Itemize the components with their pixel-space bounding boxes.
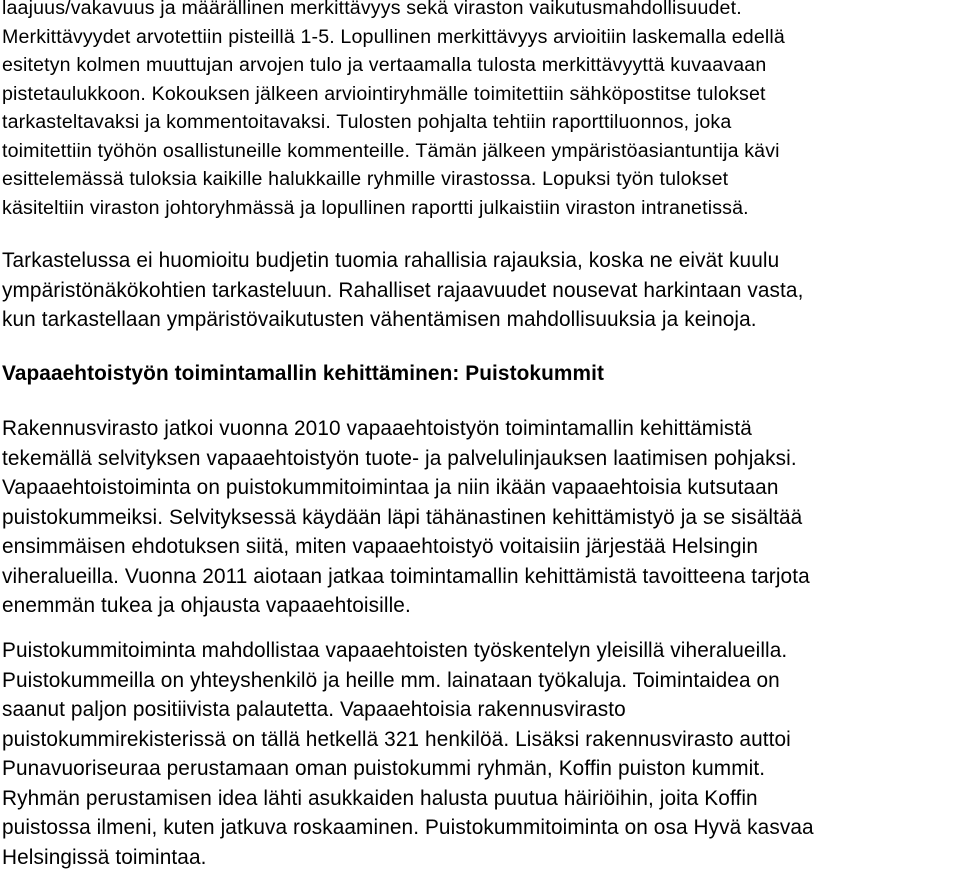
paragraph-budget-note: Tarkastelussa ei huomioitu budjetin tuomia rahallisia rajauksia, koska ne eivät kuulu ympäristönäkökohtien tarkasteluun. Rahalliset rajaavuudet nousevat harkintaan vasta, kun tarkastellaan ympäristövaikutusten vähentämisen mahdollisuuksia ja keinoja. — [2, 249, 804, 331]
paragraph-volunteer-model: Rakennusvirasto jatkoi vuonna 2010 vapaaehtoistyön toimintamallin kehittämistä tekemällä selvityksen vapaaehtoistyön tuote- ja palvelulinjauksen laatimisen pohjaksi. Vapaaehtoistoiminta on puistokummitoimintaa ja niin ikään vapaaehtoisia kutsutaan puistokummeiksi. Selvityksessä käydään läpi tähänastinen kehittämistyö ja se sisältää ensimmäisen ehdotuksen siitä, miten vapaaehtoistyö voitaisiin järjestää Helsingin viheralueilla. Vuonna 2011 aiotaan jatkaa toimintamallin kehittämistä tavoitteena tarjota enemmän tukea ja ohjausta vapaaehtoisille. — [2, 417, 810, 617]
paragraph-puistokummi-activity: Puistokummitoiminta mahdollistaa vapaaehtoisten työskentelyn yleisillä viheralueilla. Puistokummeilla on yhteyshenkilö ja heille mm. lainataan työkaluja. Toimintaidea on saanut paljon positiivista palautetta. Vapaaehtoisia rakennusvirasto puistokummirekisterissä on tällä hetkellä 321 henkilöä. Lisäksi rakennusvirasto auttoi Punavuoriseuraa perustamaan oman puistokummi ryhmän, Koffin puiston kummit. Ryhmän perustamisen idea lähti asukkaiden halusta puutua häiriöihin, joita Koffin puistossa ilmeni, kuten jatkuva roskaaminen. Puistokummitoiminta on osa Hyvä kasvaa Helsingissä toimintaa. — [2, 639, 814, 869]
paragraph-assessment-method: laajuus/vakavuus ja määrällinen merkittävyys sekä viraston vaikutusmahdollisuudet. Merkittävyydet arvotettiin pisteillä 1-5. Lopullinen merkittävyys arvioitiin laskemalla edellä esitetyn kolmen muuttujan arvojen tulo ja vertaamalla tulosta merkittävyyttä kuvaavaan pistetaulukkoon. Kokouksen jälkeen arviointiryhmälle toimitettiin sähköpostitse tulokset tarkasteltavaksi ja kommentoitavaksi. Tulosten pohjalta tehtiin raporttiluonnos, joka toimitettiin työhön osallistuneille kommenteille. Tämän jälkeen ympäristöasiantuntija kävi esittelemässä tuloksia kaikille halukkaille ryhmille virastossa. Lopuksi työn tulokset käsiteltiin viraston johtoryhmässä ja lopullinen raportti julkaistiin viraston intranetissä. — [2, 0, 785, 219]
section-heading-puistokummit: Vapaaehtoistyön toimintamallin kehittäminen: Puistokummit — [2, 362, 604, 385]
